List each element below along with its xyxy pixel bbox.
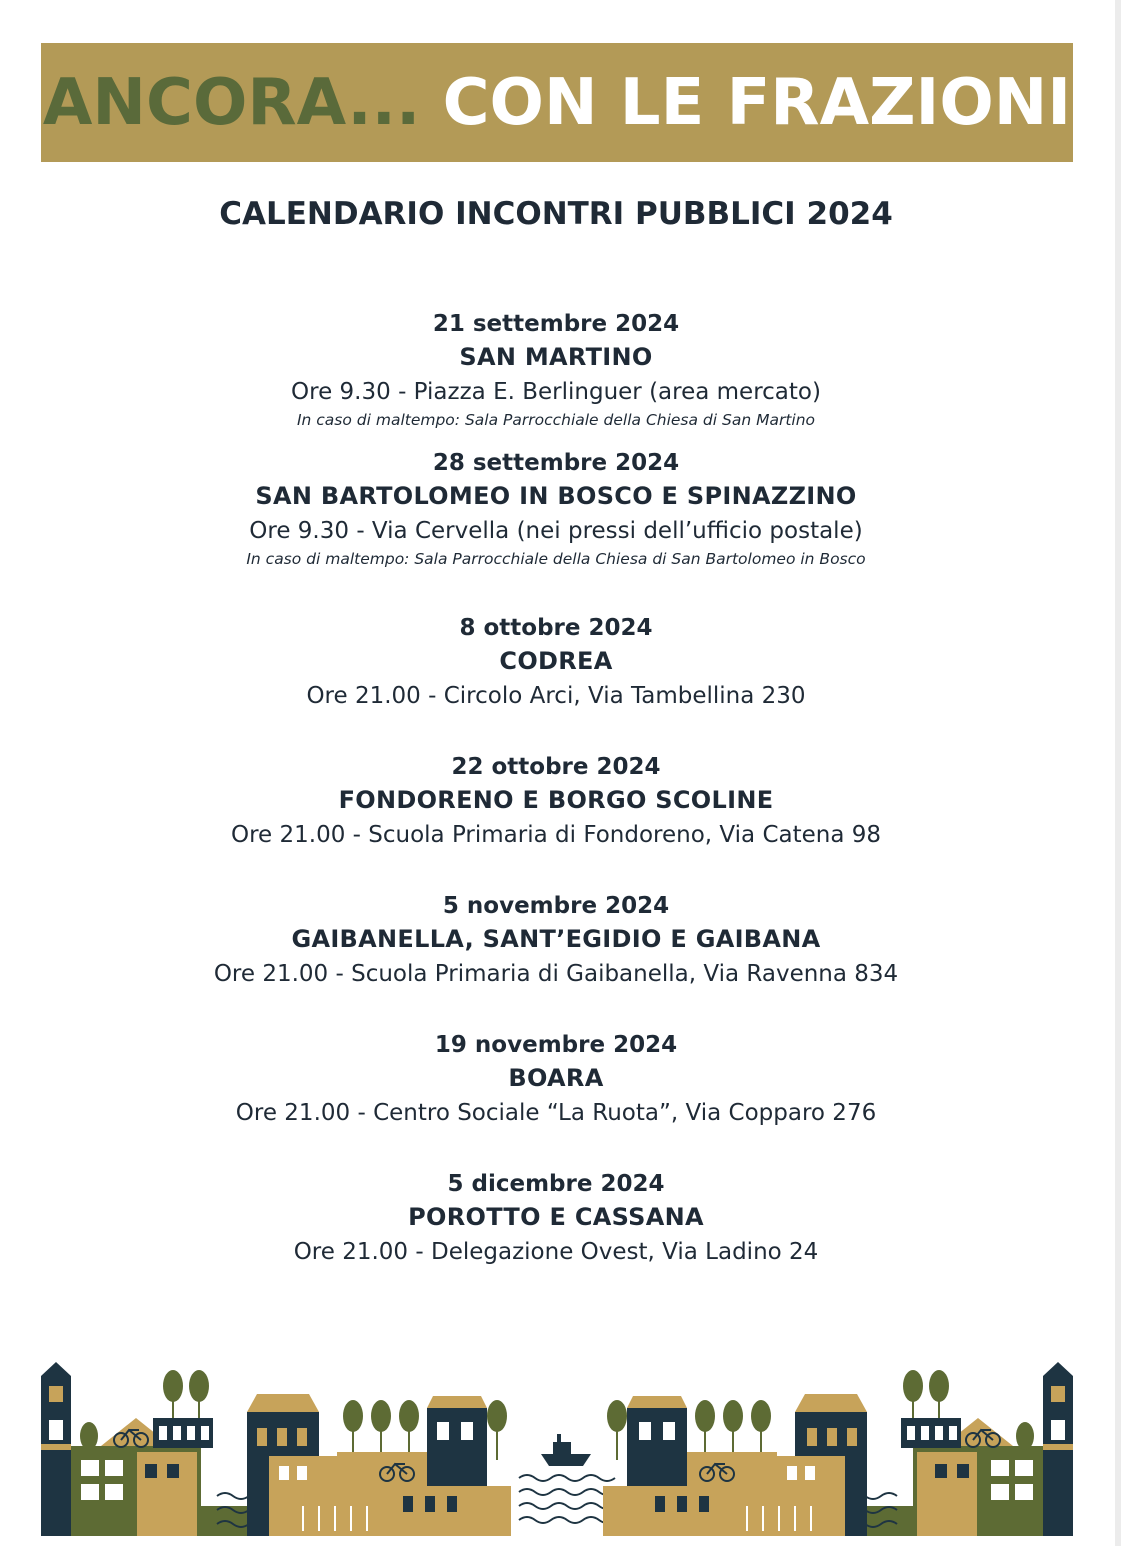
event-date: 19 novembre 2024 — [434, 1032, 678, 1058]
event-date: 21 settembre 2024 — [432, 311, 680, 337]
event-item — [0, 751, 1112, 890]
event-detail: Ore 21.00 - Scuola Primaria di Gaibanella, Via Ravenna 834 — [213, 961, 899, 987]
event-place: SAN MARTINO — [459, 343, 653, 371]
village-skyline-illustration — [41, 1356, 1073, 1536]
event-date: 22 ottobre 2024 — [451, 754, 661, 780]
event-detail: Ore 21.00 - Delegazione Ovest, Via Ladino 24 — [293, 1239, 819, 1265]
header-banner — [41, 43, 1073, 162]
event-item — [0, 612, 1112, 751]
event-item — [0, 890, 1112, 1029]
event-place: CODREA — [499, 647, 613, 675]
event-place: FONDORENO E BORGO SCOLINE — [338, 786, 774, 814]
boat-icon — [541, 1434, 591, 1466]
page-title — [43, 66, 1071, 140]
event-place: BOARA — [508, 1064, 604, 1092]
event-place: GAIBANELLA, SANT’EGIDIO E GAIBANA — [291, 925, 821, 953]
event-date: 5 dicembre 2024 — [447, 1171, 665, 1197]
event-detail: Ore 9.30 - Piazza E. Berlinguer (area mercato) — [291, 379, 821, 405]
page-edge — [1115, 0, 1121, 1546]
event-detail: Ore 9.30 - Via Cervella (nei pressi dell’ufficio postale) — [249, 518, 863, 544]
title-part-ancora: ANCORA... — [42, 65, 421, 140]
calendar-subtitle: CALENDARIO INCONTRI PUBBLICI 2024 — [219, 196, 893, 232]
title-part-frazioni: CON LE FRAZIONI — [442, 65, 1072, 140]
event-detail: Ore 21.00 - Scuola Primaria di Fondoreno, Via Catena 98 — [230, 822, 882, 848]
event-item — [0, 1168, 1112, 1307]
event-weather-note: In caso di maltempo: Sala Parrocchiale della Chiesa di San Bartolomeo in Bosco — [246, 550, 866, 568]
event-detail: Ore 21.00 - Circolo Arci, Via Tambellina 230 — [306, 683, 806, 709]
event-date: 8 ottobre 2024 — [459, 615, 653, 641]
event-date: 28 settembre 2024 — [432, 450, 680, 476]
event-detail: Ore 21.00 - Centro Sociale “La Ruota”, Via Copparo 276 — [235, 1100, 877, 1126]
event-item — [0, 1029, 1112, 1168]
event-date: 5 novembre 2024 — [442, 893, 670, 919]
events-list — [0, 308, 1112, 1307]
event-weather-note: In caso di maltempo: Sala Parrocchiale della Chiesa di San Martino — [296, 411, 816, 429]
event-item — [0, 447, 1112, 612]
event-place: POROTTO E CASSANA — [408, 1203, 704, 1231]
event-item — [0, 308, 1112, 447]
event-place: SAN BARTOLOMEO IN BOSCO E SPINAZZINO — [255, 482, 857, 510]
